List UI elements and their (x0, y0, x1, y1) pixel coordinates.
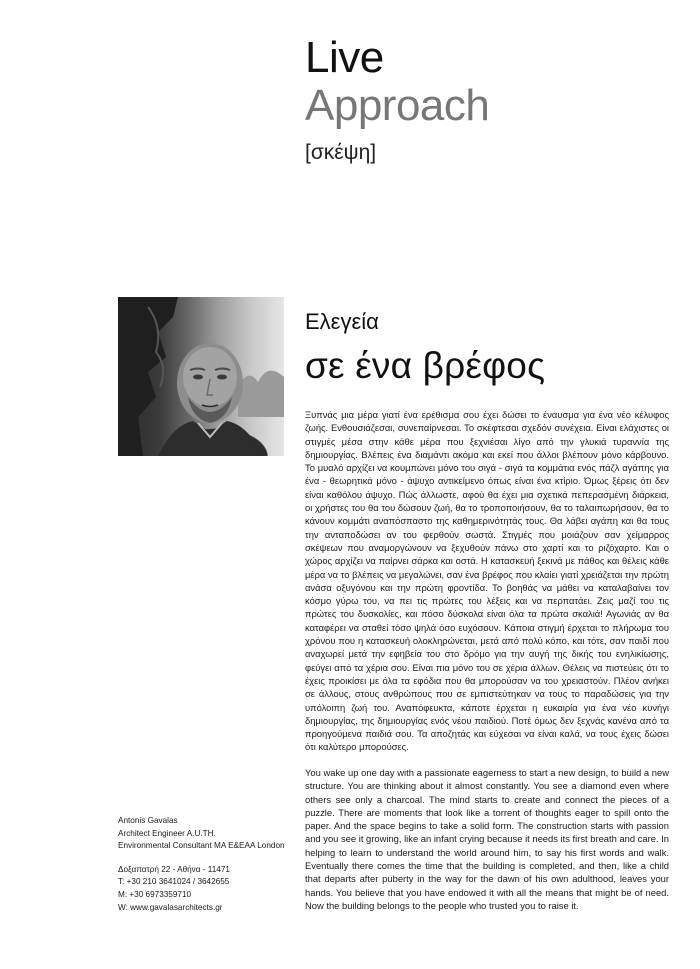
section-tag: [σκέψη] (305, 141, 377, 164)
contact-role-architect: Architect Engineer A.U.TH. (118, 828, 216, 838)
title-approach: Approach (305, 81, 490, 130)
contact-name: Antonis Gavalas (118, 816, 178, 825)
greek-body-text: Ξυπνάς μια μέρα γιατί ένα ερέθισμα σου έχει δώσει το έναυσμα για ένα νέο κέλυφος ζωής. Ενθουσιάζεσαι, συνεπαίρνεσαι. Το σκέφτεσαι σχεδόν συνέχεια. Είναι ελάχιστες οι στιγμές μέσα στην κάθε μέρα που ξεχνιέσαι λίγο από την γλυκιά τυραννία της δημιουργίας. Βλέπεις ένα διαμάντι ακόμα και εκεί που άλλοι βλέπουν μόνο κάρβουνο. Το μυαλό αρχίζει να κουμπώνει μόνο του σιγά - σιγά τα κομμάτια ενός πάζλ αγάπης για ένα - θεωρητικά μόνο - άψυχο αντικείμενο όπως είναι ένα κτίριο. Όμως ξέρεις ότι δεν είναι καθόλου άψυχο. Πώς άλλωστε, αφού θα έχει μια σχετικά πεπερασμένη διάρκεια, οι χρήστες του θα του δώσουν ζωή, θα το τροποποιήσουν, θα το ταλαιπωρήσουν, θα το κάνουν κομμάτι αναπόσπαστο της καθημερινότητάς τους. Θα λάβει αγάπη και θα τους την ανταποδώσει αν του φερθούν σωστά. Στιγμές που μοιάζουν σαν χείμαρρος σκέψεων που αναμοργώνουν να ξεχυθούν πάνω στο χαρτί και το ριζόχαρτο. Και ο χώρος αρχίζει να παίρνει σάρκα και οστά. Η κατασκευή ξεκινά με πάθος και θέλεις κάθε μέρα να το βλέπεις να μεγαλώνει, σαν ένα βρέφος που κλαίει γιατί χρειάζεται την πρώτη ανάσα οξυγόνου και την πρώτη φροντίδα. Το βοηθάς να μάθει να καταλαβαίνει τον κόσμο γύρω του, να πει τις πρώτες του λέξεις και να περπατάει. Ζεις μαζί του τις πρώτες του δυσκολίες, και πόσο δύσκολα είναι όλα τα πρώτα σκαλιά! Αγωνιάς αν θα καταφέρει να σταθεί τόσο ψηλά όσο ευχόσουν. Κάποια στιγμή έρχεται το πλήρωμα του χρόνου που η κατασκευή ολοκληρώνεται, μετά από πολύ κόπο, και τότε, σαν παιδί που αναχωρεί μετά την εφηβεία του στο δρόμο για την αυγή της δικής του ενηλικίωσης, φεύγει από τα χέρια σου. Είναι πια μόνο του σε χέρια άλλων. Θέλεις να πιστεύεις ότι το έχεις προικίσει με όλα τα εφόδια που θα μπορούσαν να του χρειαστούν. Πλέον ανήκει σε άλλους, στους ανθρώπους που σε εμπιστεύτηκαν να τους το παραδώσεις για την υπόλοιπη ζωή του. Αναπόφευκτα, κάποτε έρχεται η ευκαιρία για ένα νέο κυνήγι δημιουργίας, της δημιουργίας ενός νέου παιδιού. Ποτέ όμως δεν ξεχνάς κανένα από τα προηγούμενα παιδιά σου. Τα αποζητάς και εύχεσαι να είναι καλά, να τους έχεις δώσει ότι καλύτερο μπορούσες. (305, 409, 669, 753)
contact-website[interactable]: W: www.gavalasarchitects.gr (118, 902, 223, 912)
contact-phone: T: +30 210 3641024 / 3642655 (118, 877, 230, 887)
article-title: σε ένα βρέφος (305, 345, 546, 386)
contact-address: Δοξαπατρή 22 - Αθήνα - 11471 (118, 864, 230, 874)
title-live: Live (305, 33, 384, 82)
header (305, 34, 489, 166)
author-portrait (118, 297, 284, 456)
contact-mobile: M: +30 6973359710 (118, 889, 192, 899)
contact-role-consultant: Environmental Consultant MA E&EAA London (118, 841, 285, 851)
english-body-text: You wake up one day with a passionate eagerness to start a new design, to build a new structure. You are thinking about it almost constantly. You see a diamond even where others see only a charcoal. The mind starts to create and connect the pieces of a puzzle. There are moments that look like a torrent of thoughts eager to spill onto the paper. And the space begins to take a solid form. The construction starts with passion and you see it growing, like an infant crying because it needs its first breath and care. In helping to learn to understand the world around him, to say his first words and walk. Eventually there comes the time that the building is completed, and then, like a child that departs after puberty in the way for the dawn of his own adulthood, leaves your hands. You believe that you have endowed it with all the means that might be of need. Now the building belongs to the people who trusted you to raise it. (305, 767, 669, 911)
article-kicker: Ελεγεία (305, 309, 379, 334)
contact-block (118, 815, 298, 914)
